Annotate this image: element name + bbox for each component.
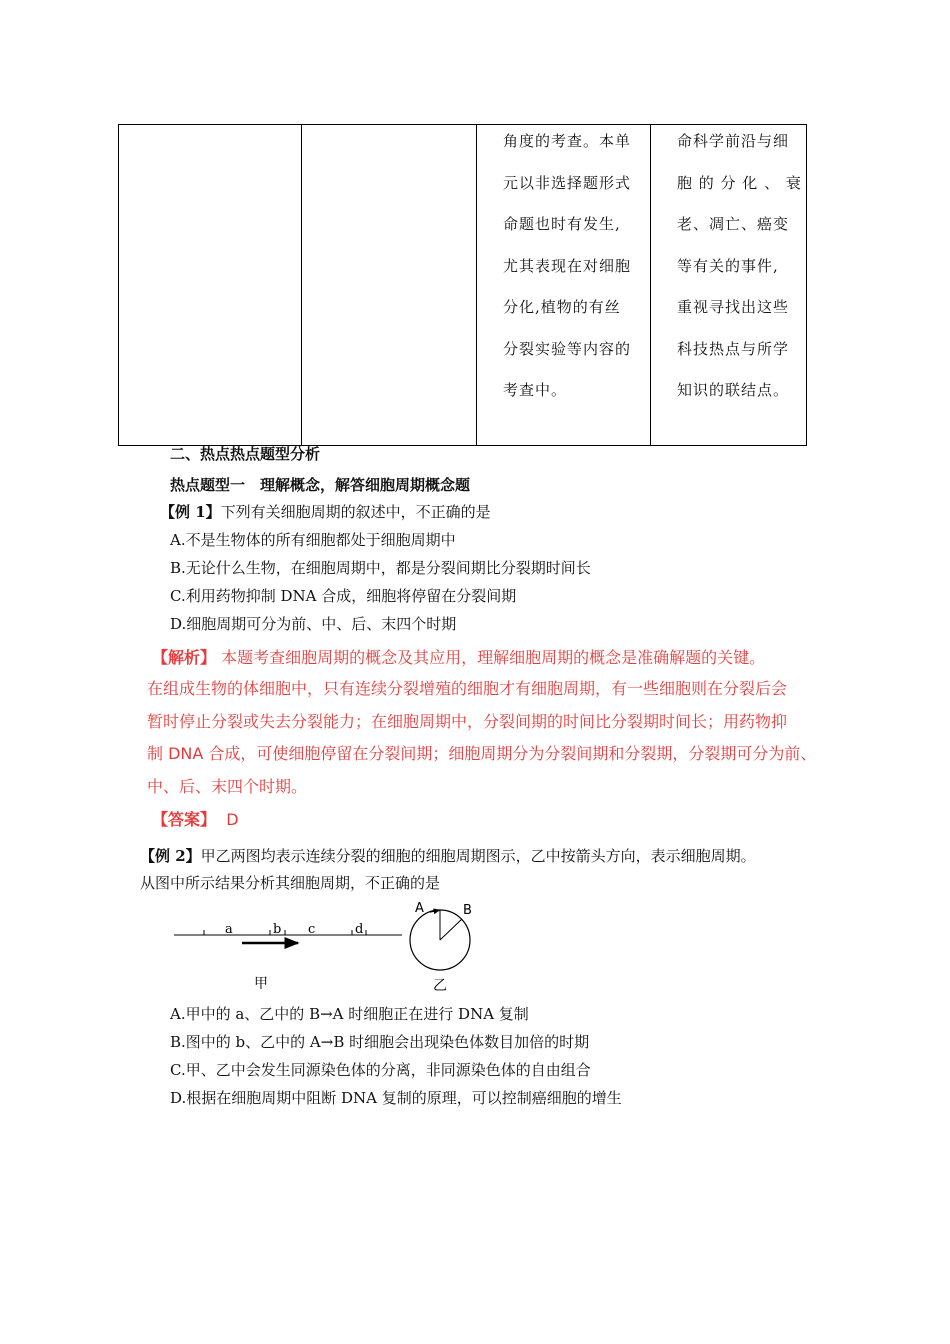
table-cell-line: 分裂实验等内容的 — [503, 339, 632, 358]
example1-option-b: B.无论什么生物，在细胞周期中，都是分裂间期比分裂期时间长 — [170, 559, 591, 577]
answer-line — [152, 807, 239, 830]
example1-label: 【例 1】 — [160, 503, 221, 521]
circle-radius — [440, 919, 462, 940]
table-cell-line: 命科学前沿与细 — [677, 132, 790, 150]
example1-option-d: D.细胞周期可分为前、中、后、末四个时期 — [170, 615, 457, 633]
circle-label-b: B — [463, 903, 472, 918]
cell-cycle-figure — [170, 898, 500, 998]
example2-question-line1 — [140, 845, 756, 866]
table-divider — [301, 125, 302, 445]
example2-question-line2: 从图中所示结果分析其细胞周期，不正确的是 — [140, 874, 441, 892]
section-subtitle: 热点题型一 理解概念，解答细胞周期概念题 — [170, 476, 471, 494]
segment-label-c: c — [308, 922, 316, 937]
table-cell-exam-focus — [503, 121, 631, 412]
section-title: 二、热点热点题型分析 — [170, 445, 321, 463]
analysis-line: 制 DNA 合成，可使细胞停留在分裂间期；细胞周期分为分裂间期和分裂期，分裂期可分为前、 — [147, 744, 817, 763]
analysis-line: 中、后、末四个时期。 — [147, 777, 308, 796]
figure-caption-yi: 乙 — [433, 978, 447, 994]
example2-option-c: C.甲、乙中会发生同源染色体的分离，非同源染色体的自由组合 — [170, 1061, 591, 1079]
table-cell-line: 科技热点与所学 — [677, 339, 790, 358]
example2-label: 【例 2】 — [140, 847, 201, 865]
example2-option-b: B.图中的 b、乙中的 A→B 时细胞会出现染色体数目加倍的时期 — [170, 1033, 590, 1051]
example2-question-text: 甲乙两图均表示连续分裂的细胞的细胞周期图示，乙中按箭头方向，表示细胞周期。 — [200, 847, 756, 865]
analysis-line: 在组成生物的体细胞中，只有连续分裂增殖的细胞才有细胞周期，有一些细胞则在分裂后会 — [147, 679, 788, 698]
example2-option-d: D.根据在细胞周期中阻断 DNA 复制的原理，可以控制癌细胞的增生 — [170, 1089, 622, 1107]
table-cell-line: 命题也时有发生, — [503, 215, 621, 233]
segment-label-d: d — [355, 922, 364, 937]
table-cell-hotspot — [677, 121, 802, 412]
figure-caption-jia: 甲 — [254, 976, 268, 992]
analysis-line — [152, 645, 765, 668]
table-cell-line: 考查中。 — [503, 381, 568, 399]
table-cell-line: 胞 的 分 化 、 衰 — [677, 173, 802, 192]
summary-table — [118, 124, 807, 446]
segment-label-a: a — [225, 922, 233, 937]
table-cell-line: 分化,植物的有丝 — [503, 298, 621, 316]
example1-question — [160, 501, 491, 522]
table-cell-line: 知识的联结点。 — [677, 381, 790, 399]
table-cell-line: 重视寻找出这些 — [677, 298, 790, 316]
table-divider — [476, 125, 477, 445]
example2-option-a: A.甲中的 a、乙中的 B→A 时细胞正在进行 DNA 复制 — [170, 1005, 529, 1023]
circle-label-a: A — [415, 901, 424, 916]
example1-question-text: 下列有关细胞周期的叙述中，不正确的是 — [220, 503, 491, 521]
analysis-label: 【解析】 — [152, 648, 217, 667]
table-cell-line: 元以非选择题形式 — [503, 173, 632, 192]
table-cell-line: 角度的考查。本单 — [503, 132, 632, 150]
answer-label: 【答案】 — [152, 810, 217, 829]
table-cell-line: 老、凋亡、癌变 — [677, 215, 790, 233]
example1-option-a: A.不是生物体的所有细胞都处于细胞周期中 — [170, 531, 456, 549]
analysis-text: 本题考查细胞周期的概念及其应用，理解细胞周期的概念是准确解题的关键。 — [221, 648, 766, 667]
analysis-line: 暂时停止分裂或失去分裂能力；在细胞周期中，分裂间期的时间比分裂期时间长；用药物抑 — [147, 712, 788, 731]
example1-option-c: C.利用药物抑制 DNA 合成，细胞将停留在分裂间期 — [170, 587, 517, 605]
table-cell-line: 尤其表现在对细胞 — [503, 256, 632, 275]
table-divider — [650, 125, 651, 445]
segment-label-b: b — [273, 922, 282, 937]
answer-value: D — [226, 810, 239, 829]
table-cell-line: 等有关的事件, — [677, 256, 779, 275]
